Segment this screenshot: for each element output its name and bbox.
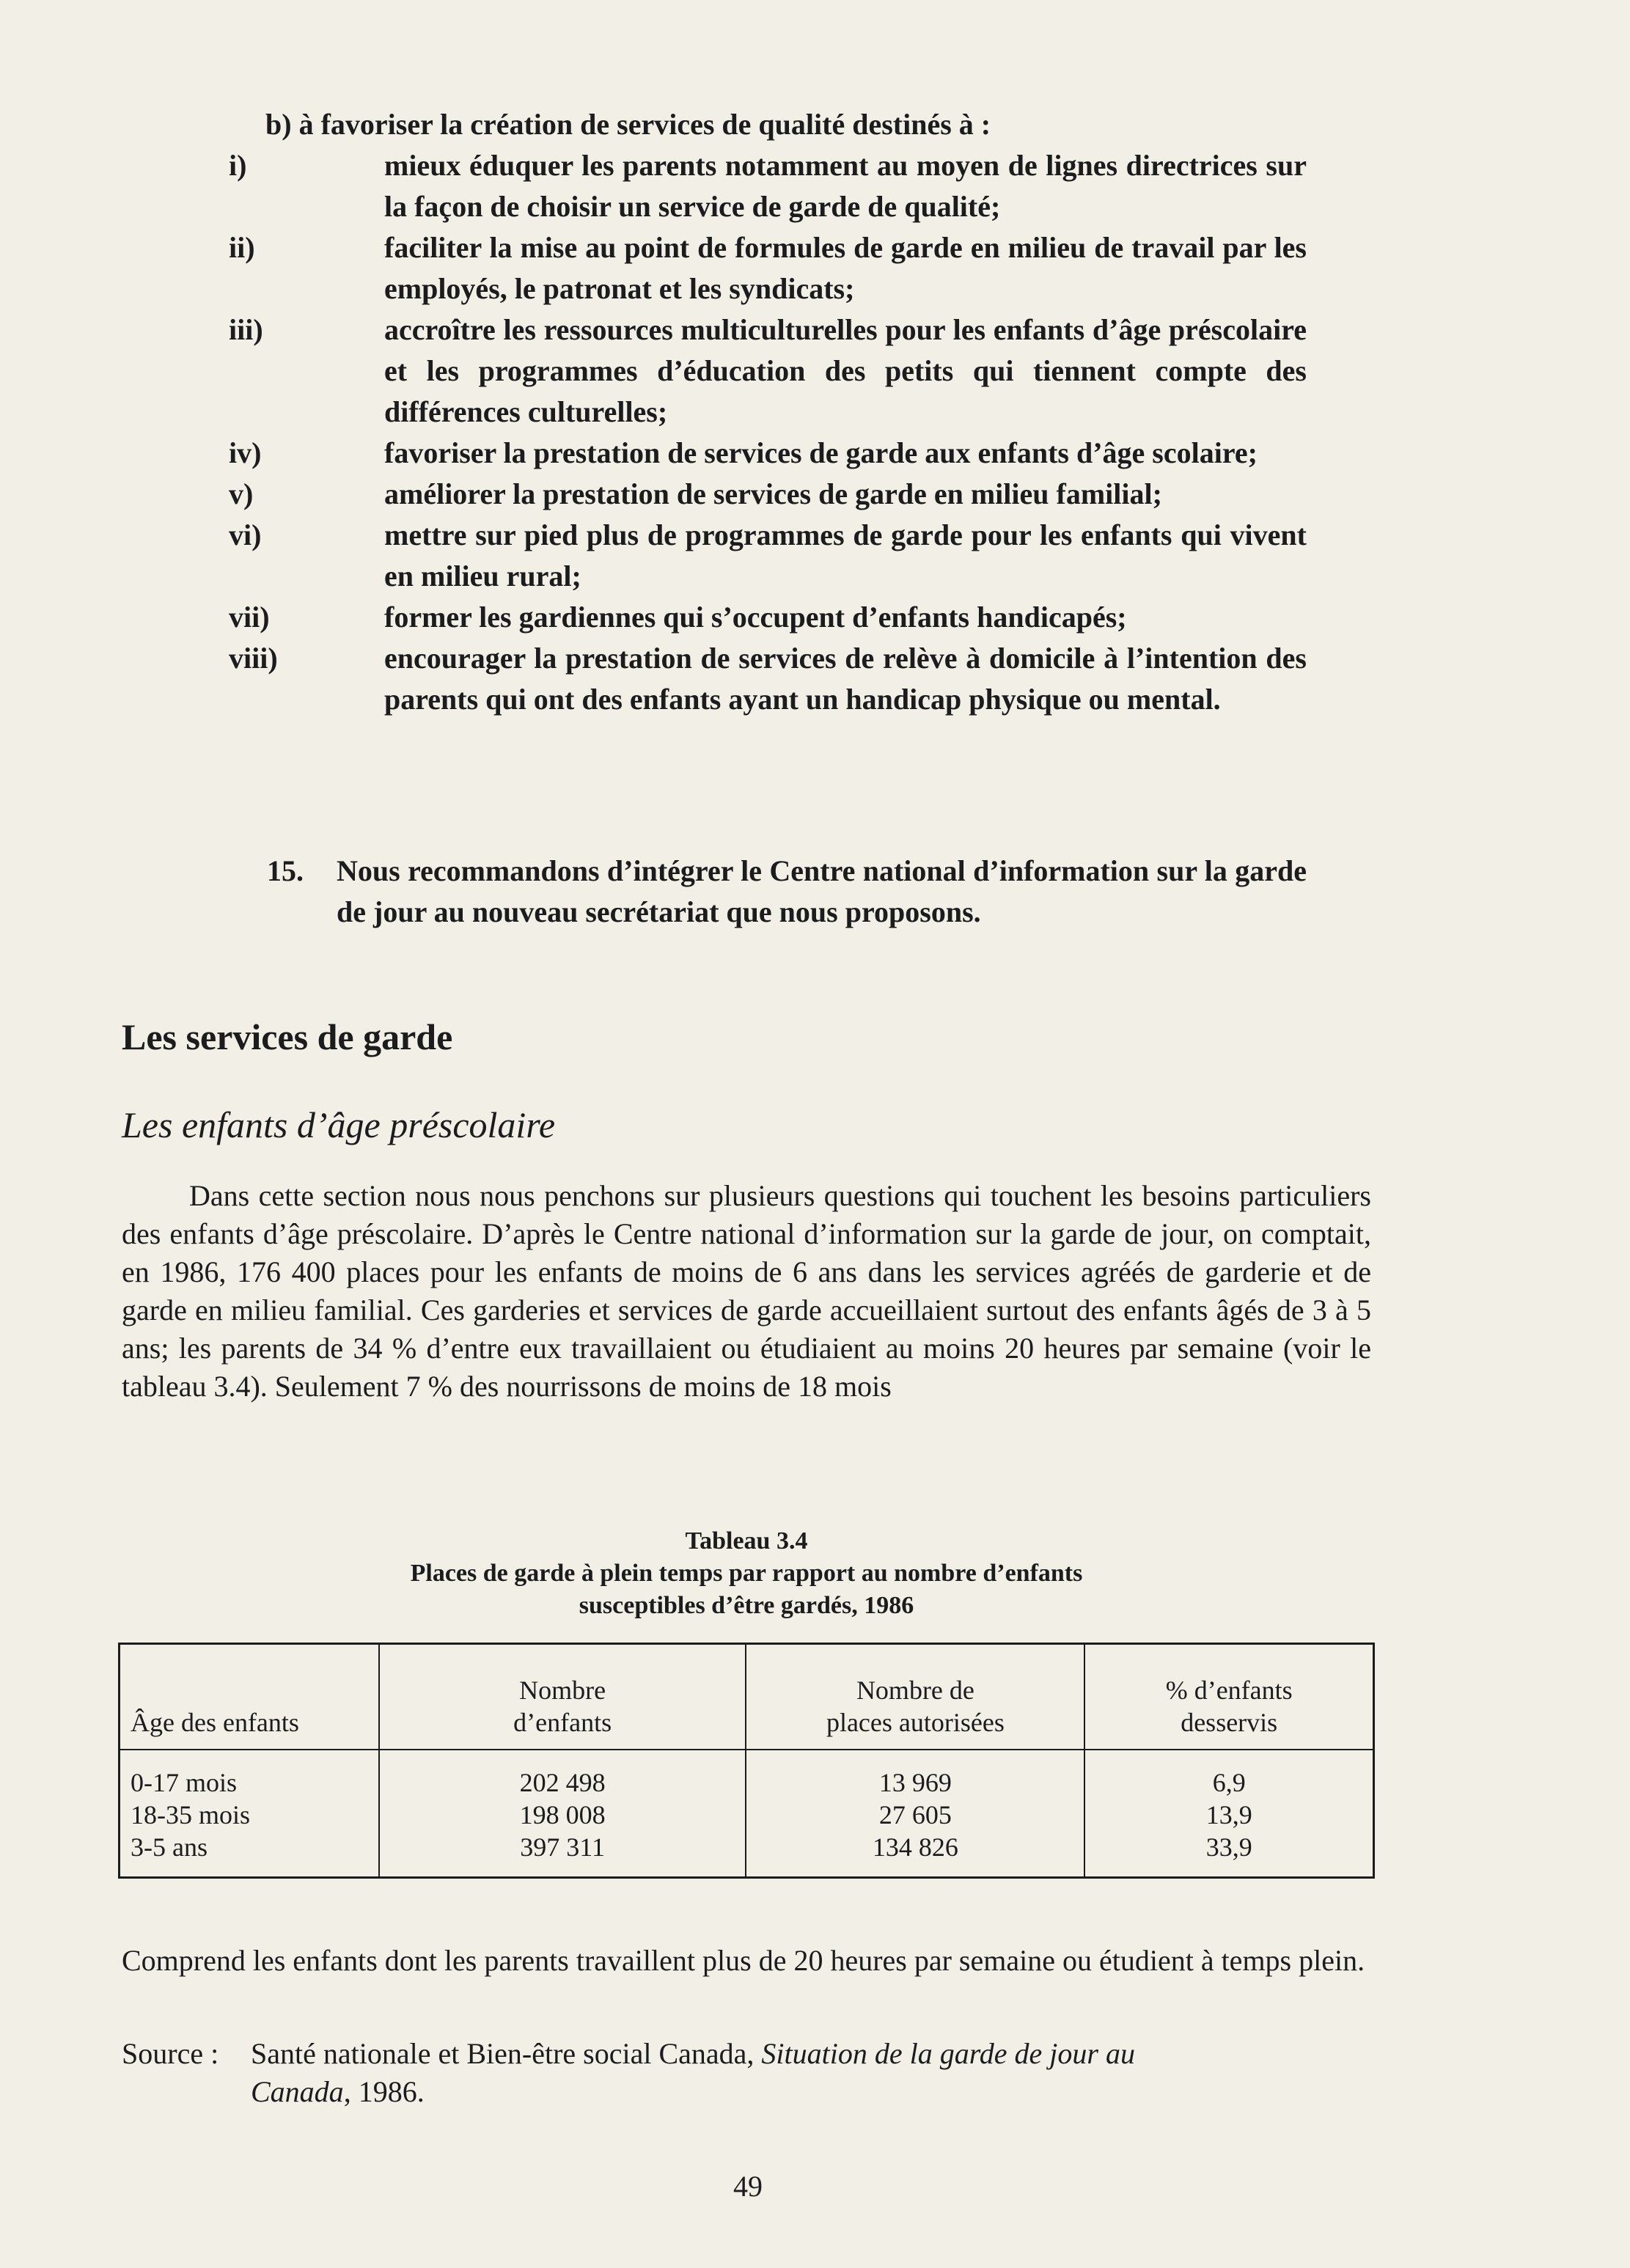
cell-places: 13 969 bbox=[878, 1768, 952, 1797]
item-number: vi) bbox=[229, 518, 262, 551]
recommendation-15 bbox=[229, 851, 1307, 933]
places-column bbox=[746, 1750, 1084, 1878]
item-text: former les gardiennes qui s’occupent d’enfants handicapés; bbox=[384, 601, 1127, 634]
section-title: Les services de garde bbox=[122, 1016, 453, 1057]
source-year: , 1986. bbox=[343, 2075, 425, 2108]
page-number: 49 bbox=[733, 2170, 763, 2203]
header-age: Âge des enfants bbox=[120, 1644, 379, 1750]
cell-enfants: 198 008 bbox=[519, 1800, 606, 1830]
table-title-line-2: susceptibles d’être gardés, 1986 bbox=[579, 1592, 914, 1619]
recommendation-item bbox=[229, 597, 1307, 638]
header-nombre-enfants bbox=[379, 1644, 746, 1750]
item-number: viii) bbox=[229, 642, 278, 675]
recommendation-item bbox=[229, 309, 1307, 433]
item-text: encourager la prestation de services de relève à domicile à l’intention des parents qui ont des enfants ayant un handicap physique ou mental. bbox=[384, 642, 1307, 716]
recommendation-item bbox=[229, 515, 1307, 597]
recommendation-item bbox=[229, 145, 1307, 227]
recommendation-item bbox=[229, 227, 1307, 309]
enfants-column bbox=[379, 1750, 746, 1878]
cell-places: 134 826 bbox=[872, 1832, 958, 1862]
item-number: iv) bbox=[229, 436, 262, 469]
body-paragraph: Dans cette section nous nous penchons sur plusieurs questions qui touchent les besoins particuliers des enfants d’âge préscolaire. D’après le Centre national d’information sur la garde de jour, on comptait, en 1986, 176 400 places pour les enfants de moins de 6 ans dans les services agréés de garderie et de garde en milieu familial. Ces garderies et services de garde accueillaient surtout des enfants âgés de 3 à 5 ans; les parents de 34 % d’entre eux travaillaient ou étudiaient au moins 20 heures par semaine (voir le tableau 3.4). Seulement 7 % des nourrissons de moins de 18 mois bbox=[122, 1179, 1371, 1403]
header-line: Nombre de bbox=[856, 1676, 974, 1705]
recommendation-intro: b) à favoriser la création de services de qualité destinés à : bbox=[265, 108, 991, 141]
source-line-2 bbox=[122, 2073, 1371, 2111]
item-number: ii) bbox=[229, 231, 255, 264]
recommendation-item bbox=[229, 474, 1307, 515]
header-places-autorisees bbox=[746, 1644, 1084, 1750]
cell-age: 3-5 ans bbox=[131, 1832, 208, 1862]
table-source bbox=[122, 2035, 1371, 2111]
cell-pct: 33,9 bbox=[1205, 1832, 1252, 1862]
data-table bbox=[118, 1643, 1375, 1879]
recommendation-item bbox=[229, 433, 1307, 474]
item-number: vii) bbox=[229, 601, 270, 634]
item-number: v) bbox=[229, 477, 254, 510]
header-line: desservis bbox=[1181, 1708, 1278, 1737]
cell-pct: 6,9 bbox=[1212, 1768, 1246, 1797]
age-column bbox=[120, 1750, 379, 1878]
table-header-row bbox=[120, 1644, 1374, 1750]
table-title-line-1: Places de garde à plein temps par rapport au nombre d’enfants bbox=[410, 1560, 1083, 1587]
header-pct-desservis bbox=[1084, 1644, 1373, 1750]
item-number: iii) bbox=[229, 313, 263, 346]
cell-age: 0-17 mois bbox=[131, 1768, 238, 1797]
table-label: Tableau 3.4 bbox=[685, 1527, 808, 1555]
cell-enfants: 202 498 bbox=[519, 1768, 606, 1797]
item-text: favoriser la prestation de services de garde aux enfants d’âge scolaire; bbox=[384, 436, 1258, 469]
recommendation-number: 15. bbox=[267, 854, 304, 887]
item-number: i) bbox=[229, 149, 247, 182]
item-text: mettre sur pied plus de programmes de garde pour les enfants qui vivent en milieu rural; bbox=[384, 518, 1307, 592]
recommendation-text: Nous recommandons d’intégrer le Centre national d’information sur la garde de jour au nouveau secrétariat que nous proposons. bbox=[337, 854, 1307, 928]
table-row bbox=[120, 1750, 1374, 1878]
source-label: Source : bbox=[122, 2037, 219, 2070]
cell-places: 27 605 bbox=[878, 1800, 952, 1830]
subsection-title: Les enfants d’âge préscolaire bbox=[122, 1104, 556, 1145]
pct-column bbox=[1084, 1750, 1373, 1878]
header-line: Nombre bbox=[519, 1676, 606, 1705]
item-text: améliorer la prestation de services de garde en milieu familial; bbox=[384, 477, 1162, 510]
source-publisher: Santé nationale et Bien-être social Canada, bbox=[251, 2037, 755, 2070]
recommendation-list bbox=[229, 104, 1307, 720]
item-text: mieux éduquer les parents notamment au moyen de lignes directrices sur la façon de choisir un service de garde de qualité; bbox=[384, 149, 1307, 223]
header-line: places autorisées bbox=[826, 1708, 1005, 1737]
header-line: % d’enfants bbox=[1165, 1676, 1293, 1705]
item-text: accroître les ressources multiculturelles pour les enfants d’âge préscolaire et les programmes d’éducation des petits qui tiennent compte des différences culturelles; bbox=[384, 313, 1307, 428]
header-line: d’enfants bbox=[513, 1708, 612, 1737]
table-note: Comprend les enfants dont les parents travaillent plus de 20 heures par semaine ou étudient à temps plein. bbox=[122, 1944, 1365, 1977]
source-title-part-2: Canada bbox=[251, 2075, 344, 2108]
cell-age: 18-35 mois bbox=[131, 1800, 251, 1830]
cell-enfants: 397 311 bbox=[520, 1832, 605, 1862]
cell-pct: 13,9 bbox=[1205, 1800, 1252, 1830]
item-text: faciliter la mise au point de formules de garde en milieu de travail par les employés, le patronat et les syndicats; bbox=[384, 231, 1307, 305]
table-caption bbox=[122, 1525, 1371, 1622]
recommendation-item bbox=[229, 638, 1307, 720]
source-title-part-1: Situation de la garde de jour au bbox=[761, 2037, 1135, 2070]
